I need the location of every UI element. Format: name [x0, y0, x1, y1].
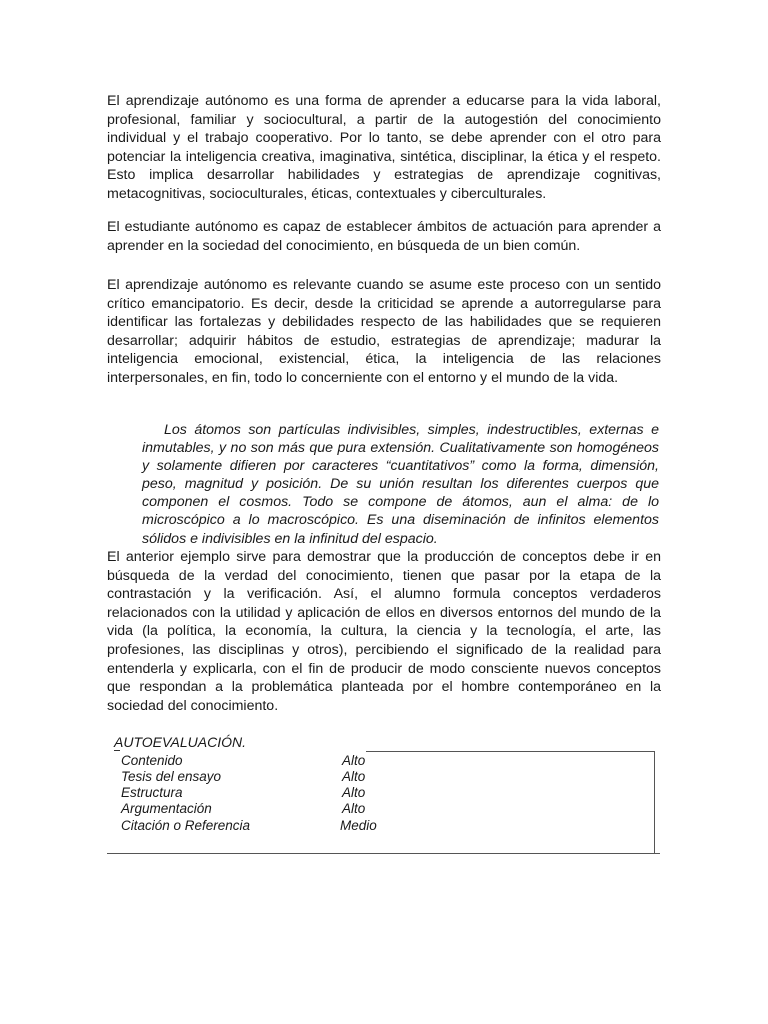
evaluation-row: [121, 800, 421, 817]
paragraph-relevance: El aprendizaje autónomo es relevante cuando se asume este proceso con un sentido crítico emancipatorio. Es decir, desde la criticidad se aprende a autorregularse para identificar las fortalezas y debilidades respecto de las habilidades que se requieren desarrollar; adquirir hábitos de estudio, estrategias de aprendizaje; madurar la inteligencia emocional, existencial, ética, la inteligencia de las relaciones interpersonales, en fin, todo lo concerniente con el entorno y el mundo de la vida.: [107, 277, 661, 386]
evaluation-box-bottom-border: [107, 853, 660, 854]
criterion-label: Argumentación: [121, 801, 212, 816]
evaluation-box-right-border: [654, 751, 655, 854]
criterion-label: Estructura: [121, 785, 183, 800]
criterion-level: Alto: [342, 801, 366, 816]
criterion-level: Alto: [342, 785, 366, 800]
title-underline-mark: [114, 750, 120, 751]
criterion-label: Tesis del ensayo: [121, 769, 222, 784]
criterion-label: Contenido: [121, 753, 183, 768]
paragraph-autonomous-student: El estudiante autónomo es capaz de establecer ámbitos de actuación para aprender a aprender en la sociedad del conocimiento, en búsqueda de un bien común.: [107, 219, 661, 254]
paragraph-autonomous-learning-definition: El aprendizaje autónomo es una forma de aprender a educarse para la vida laboral, profesional, familiar y sociocultural, a partir de la autogestión del conocimiento individual y el trabajo cooperativo. Por lo tanto, se debe aprender con el otro para potenciar la inteligencia creativa, imaginativa, sintética, disciplinar, la ética y el respeto. Esto implica desarrollar habilidades y estrategias de aprendizaje cognitivas, metacognitivas, socioculturales, éticas, contextuales y ciberculturales.: [107, 93, 661, 202]
criterion-level: Alto: [342, 769, 366, 784]
self-evaluation-title: AUTOEVALUACIÓN.: [114, 734, 247, 750]
criterion-level: Alto: [342, 753, 366, 768]
evaluation-row: [121, 784, 421, 801]
criterion-level: Medio: [340, 818, 377, 833]
paragraph-concept-production: El anterior ejemplo sirve para demostrar que la producción de conceptos debe ir en búsqueda de la verdad del conocimiento, tienen que pasar por la etapa de la contrastación y la verificación. Así, el alumno formula conceptos verdaderos relacionados con la utilidad y aplicación de ellos en diversos entornos del mundo de la vida (la política, la economía, la cultura, la ciencia y la tecnología, el arte, las profesiones, las disciplinas y otros), percibiendo el significado de la realidad para entenderla y explicarla, con el fin de producir de modo consciente nuevos conceptos que respondan a la problemática planteada por el hombre contemporáneo en la sociedad del conocimiento.: [107, 549, 661, 714]
evaluation-row: [121, 752, 421, 769]
criterion-label: Citación o Referencia: [121, 818, 251, 833]
block-quote-atoms: Los átomos son partículas indivisibles, simples, indestructibles, externas e inmutables, y no son más que pura extensión. Cualitativamente son homogéneos y solamente difieren por caracteres “cuantitativos” como la forma, dimensión, peso, magnitud y posición. De su unión resultan los diferentes cuerpos que componen el cosmos. Todo se compone de átomos, aun el alma: de lo microscópico a lo macroscópico. Es una diseminación de infinitos elementos sólidos e indivisibles en la infinitud del espacio.: [142, 422, 659, 547]
evaluation-row: [121, 768, 421, 785]
evaluation-row: [121, 817, 421, 834]
